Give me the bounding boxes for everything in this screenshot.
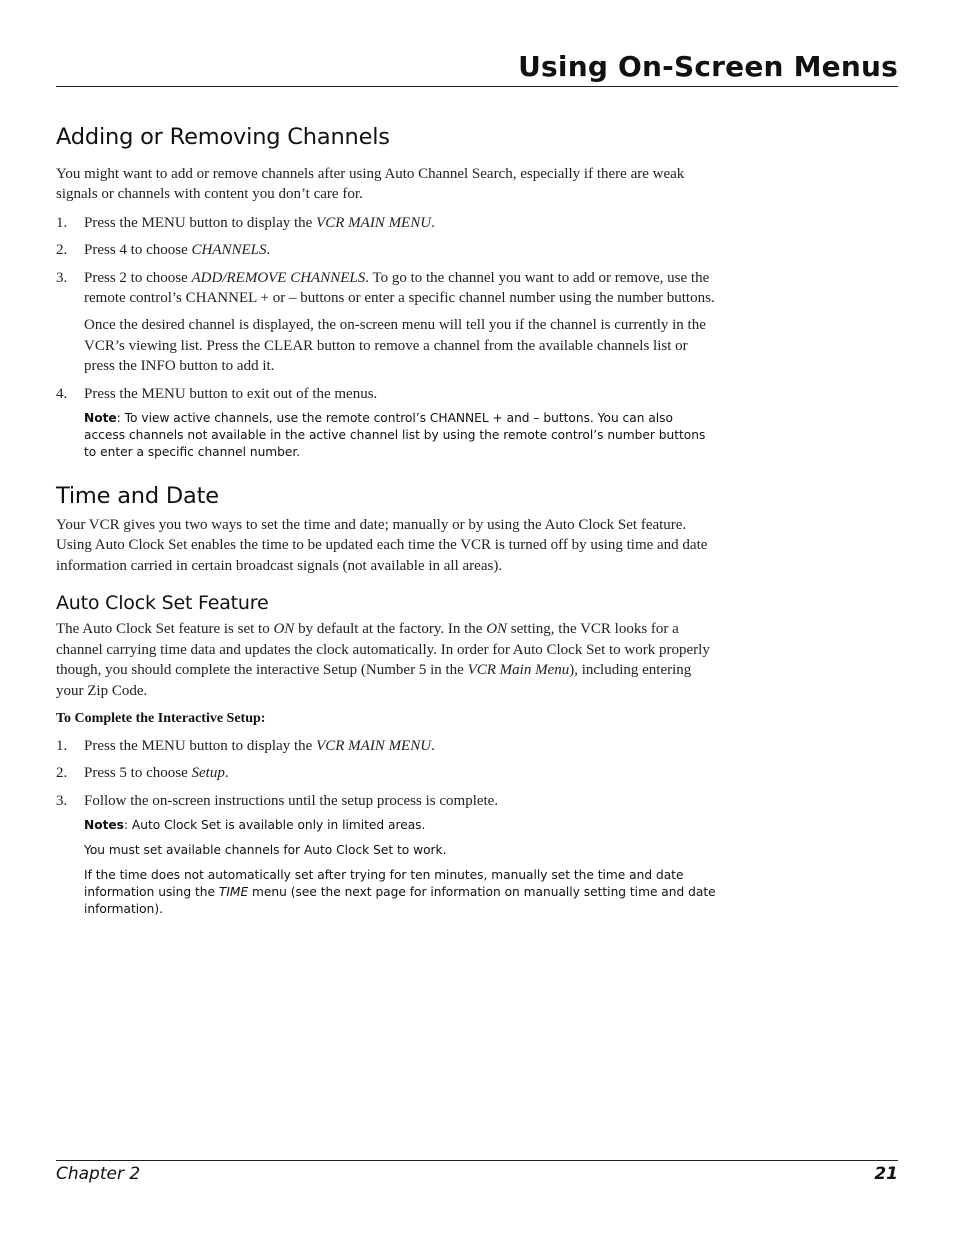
step-number: 4. xyxy=(56,385,68,402)
menu-name: VCR Main Menu xyxy=(467,662,570,679)
note-text: : To view active channels, use the remote control’s CHANNEL + and – buttons. You can also access channels not available in the active channel list by using the remote control’s number buttons to enter a specific channel number. xyxy=(84,411,706,460)
section-heading-adding-removing-channels: Adding or Removing Channels xyxy=(56,124,390,150)
channel-steps-list-cont xyxy=(56,384,716,404)
header-divider xyxy=(56,86,898,87)
list-item xyxy=(56,736,716,756)
intro-text: ), including entering your Zip Code. xyxy=(56,662,692,699)
step-number: 3. xyxy=(56,269,68,286)
menu-name: VCR MAIN MENU xyxy=(316,737,432,754)
list-item xyxy=(56,384,716,404)
step-text-end: . xyxy=(431,737,435,754)
step-text-end: . xyxy=(431,214,435,231)
note-text-2: You must set available channels for Auto Clock Set to work. xyxy=(84,843,447,858)
step-text-end: . xyxy=(224,765,229,782)
list-item xyxy=(56,763,716,783)
menu-name: ADD/REMOVE CHANNELS xyxy=(191,269,366,286)
step-text: Press 4 to choose xyxy=(84,242,192,259)
section-intro: You might want to add or remove channels after using Auto Channel Search, especially if there are weak signals or channels with content you don’t care for. xyxy=(56,166,685,203)
intro-text: setting, the VCR looks for a channel carrying time data and updates the clock automatically. In order for Auto Clock Set to work properly though, you should complete the interactive Setup (Number 5 in the xyxy=(56,621,710,679)
setup-steps-list xyxy=(56,736,716,811)
menu-name: Setup xyxy=(191,765,225,782)
notes-label: Notes xyxy=(84,818,124,833)
footer-divider xyxy=(56,1160,898,1161)
intro-text: The Auto Clock Set feature is set to xyxy=(56,621,274,638)
subsection-heading-auto-clock-set: Auto Clock Set Feature xyxy=(56,592,269,615)
footer-chapter: Chapter 2 xyxy=(56,1164,141,1184)
menu-name: CHANNELS xyxy=(191,242,267,259)
note-text: If the time does not automatically set after trying for ten minutes, manually set the time and date information using the xyxy=(84,868,684,900)
setting-value: ON xyxy=(486,621,508,638)
note-text-3 xyxy=(56,867,716,918)
step-text: Press the MENU button to display the xyxy=(84,214,317,231)
page-content xyxy=(56,120,716,918)
note-label: Note xyxy=(84,411,117,426)
section-heading-time-and-date: Time and Date xyxy=(56,483,219,510)
note-text: menu (see the next page for information on manually setting time and date information). xyxy=(84,885,716,917)
setting-value: ON xyxy=(273,621,295,638)
note-block xyxy=(56,410,716,461)
step-text: Follow the on-screen instructions until the setup process is complete. xyxy=(84,792,499,809)
step-text-end: . xyxy=(266,242,271,259)
step-number: 1. xyxy=(56,214,68,231)
procedure-subheading: To Complete the Interactive Setup: xyxy=(56,710,266,726)
step-number: 2. xyxy=(56,765,68,782)
channel-steps-list xyxy=(56,213,716,309)
step-number: 1. xyxy=(56,737,68,754)
page-header-title: Using On-Screen Menus xyxy=(518,50,898,83)
page-number: 21 xyxy=(874,1164,898,1184)
list-item xyxy=(56,213,716,233)
note-text: : Auto Clock Set is available only in limited areas. xyxy=(123,818,426,833)
notes-block xyxy=(56,817,716,834)
section-intro xyxy=(56,619,716,701)
step-text: Press the MENU button to display the xyxy=(84,737,317,754)
step-followup: Once the desired channel is displayed, the on-screen menu will tell you if the channel is currently in the VCR’s viewing list. Press the CLEAR button to remove a channel from the available channels list or press the INFO button to add it. xyxy=(84,317,706,375)
step-number: 3. xyxy=(56,792,68,809)
step-text: Press 2 to choose xyxy=(84,269,192,286)
step-text: Press the MENU button to exit out of the menus. xyxy=(84,385,378,402)
list-item xyxy=(56,240,716,260)
list-item xyxy=(56,268,716,309)
section-intro: Your VCR gives you two ways to set the time and date; manually or by using the Auto Clock Set feature. Using Auto Clock Set enables the time to be updated each time the VCR is turned off by using time and date information carried in certain broadcast signals (not available in all areas). xyxy=(56,517,708,574)
menu-name: VCR MAIN MENU xyxy=(316,214,432,231)
step-text: Press 5 to choose xyxy=(84,765,192,782)
menu-name: TIME xyxy=(218,885,249,900)
step-text-end: . To go to the channel you want to add or remove, use the remote control’s CHANNEL + or – buttons or enter a specific channel number using the number buttons. xyxy=(84,269,715,307)
list-item xyxy=(56,791,716,811)
intro-text: by default at the factory. In the xyxy=(294,621,487,638)
step-number: 2. xyxy=(56,242,68,259)
